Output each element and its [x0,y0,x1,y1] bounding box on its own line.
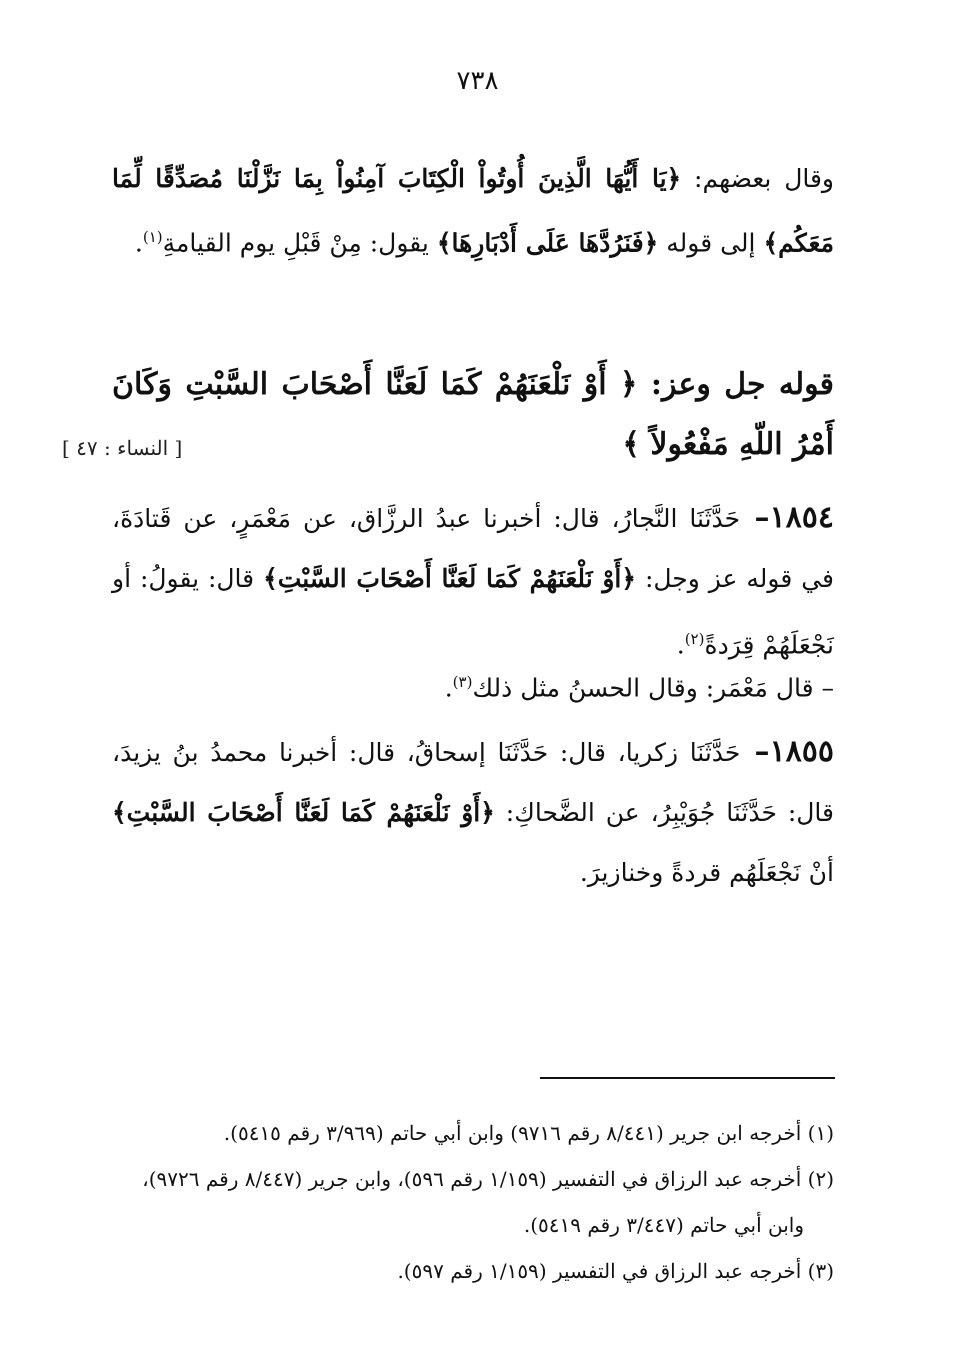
quran-verse: ﴿يَا أَيُّهَا الَّذِينَ أُوتُواْ الْكِتَابَ آمِنُواْ بِمَا نَزَّلْنَا مُصَدِّقًا لِّمَا مَعَكُم﴾ [112,164,834,258]
page-number: ٧٣٨ [456,66,499,96]
period: . [444,673,453,703]
footnote-marker: (٢) [684,630,705,648]
footnote-2: (٢) أخرجه عبد الرزاق في التفسير (١/١٥٩ رقم ٥٩٦)، وابن جرير (٨/٤٤٧ رقم ٩٧٢٦)، [142,1167,834,1191]
footnotes-section [112,1110,834,1294]
footnote-3: (٣) أخرجه عبد الرزاق في التفسير (١/١٥٩ رقم ٥٩٧). [397,1259,834,1283]
commentary-prefix: وقال بعضهم: [681,164,835,193]
hadith-1854 [112,488,834,675]
hadith-text: قال: يقولُ: أو نَجْعَلَهُمْ قِرَدةً [112,564,834,660]
quran-verse: ﴿فَنَرُدَّهَا عَلَى أَدْبَارِهَا﴾ [436,228,659,258]
commentary-middle: إلى قوله [658,228,764,258]
period: . [134,228,143,258]
footnote-marker: (٣) [452,673,473,691]
verse-source-reference: [ النساء : ٤٧ ] [62,436,183,460]
footnote-1: (١) أخرجه ابن جرير (٨/٤٤١ رقم ٩٧١٦) وابن أبي حاتم (٣/٩٦٩ رقم ٥٤١٥). [223,1121,834,1145]
hadith-text: حَدَّثَنَا النَّجارُ، قال: أخبرنا عبدُ الرزَّاق، عن مَعْمَرٍ، عن قَتادَةَ، في قوله عز وجل: [112,504,834,593]
quran-verse: ﴿أَوْ نَلْعَنَهُمْ كَمَا لَعَنَّا أَصْحَابَ السَّبْتِ﴾ [263,564,637,593]
hadith-dash: – [740,500,770,535]
narrator-remark [112,662,834,708]
remark-text: – قال مَعْمَر: وقال الحسنُ مثل ذلك [472,673,834,703]
hadith-text: أنْ نَجْعَلَهُم قردةً وخنازيرَ. [579,858,834,887]
period: . [676,630,685,660]
hadith-dash: – [740,734,770,769]
hadith-number: ١٨٥٤ [769,500,834,535]
paragraph-commentary [112,150,834,272]
hadith-text: حَدَّثَنَا زكريا، قال: حَدَّثَنَا إسحاقُ، قال: أخبرنا محمدُ بنُ يزيدَ، قال: حَدَّثَنَا جُوَيْبِرُ، عن الضَّحاكِ: [112,738,834,827]
quran-verse: ﴿أَوْ نَلْعَنَهُمْ كَمَا لَعَنَّا أَصْحَابَ السَّبْتِ﴾ [112,798,495,827]
footnote-marker: (١) [142,228,163,246]
hadith-1855 [112,722,834,903]
hadith-number: ١٨٥٥ [769,734,834,769]
footnote-divider [540,1077,835,1079]
verse-heading: قوله جل وعز: ﴿ أَوْ نَلْعَنَهُمْ كَمَا لَعَنَّا أَصْحَابَ السَّبْتِ وَكَانَ أَمْرُ اللّهِ مَفْعُولاً ﴾ [112,367,834,462]
footnote-2-continuation: وابن أبي حاتم (٣/٤٤٧ رقم ٥٤١٩). [523,1213,804,1237]
commentary-suffix: يقول: مِنْ قَبْلِ يوم القيامةِ [162,228,437,258]
